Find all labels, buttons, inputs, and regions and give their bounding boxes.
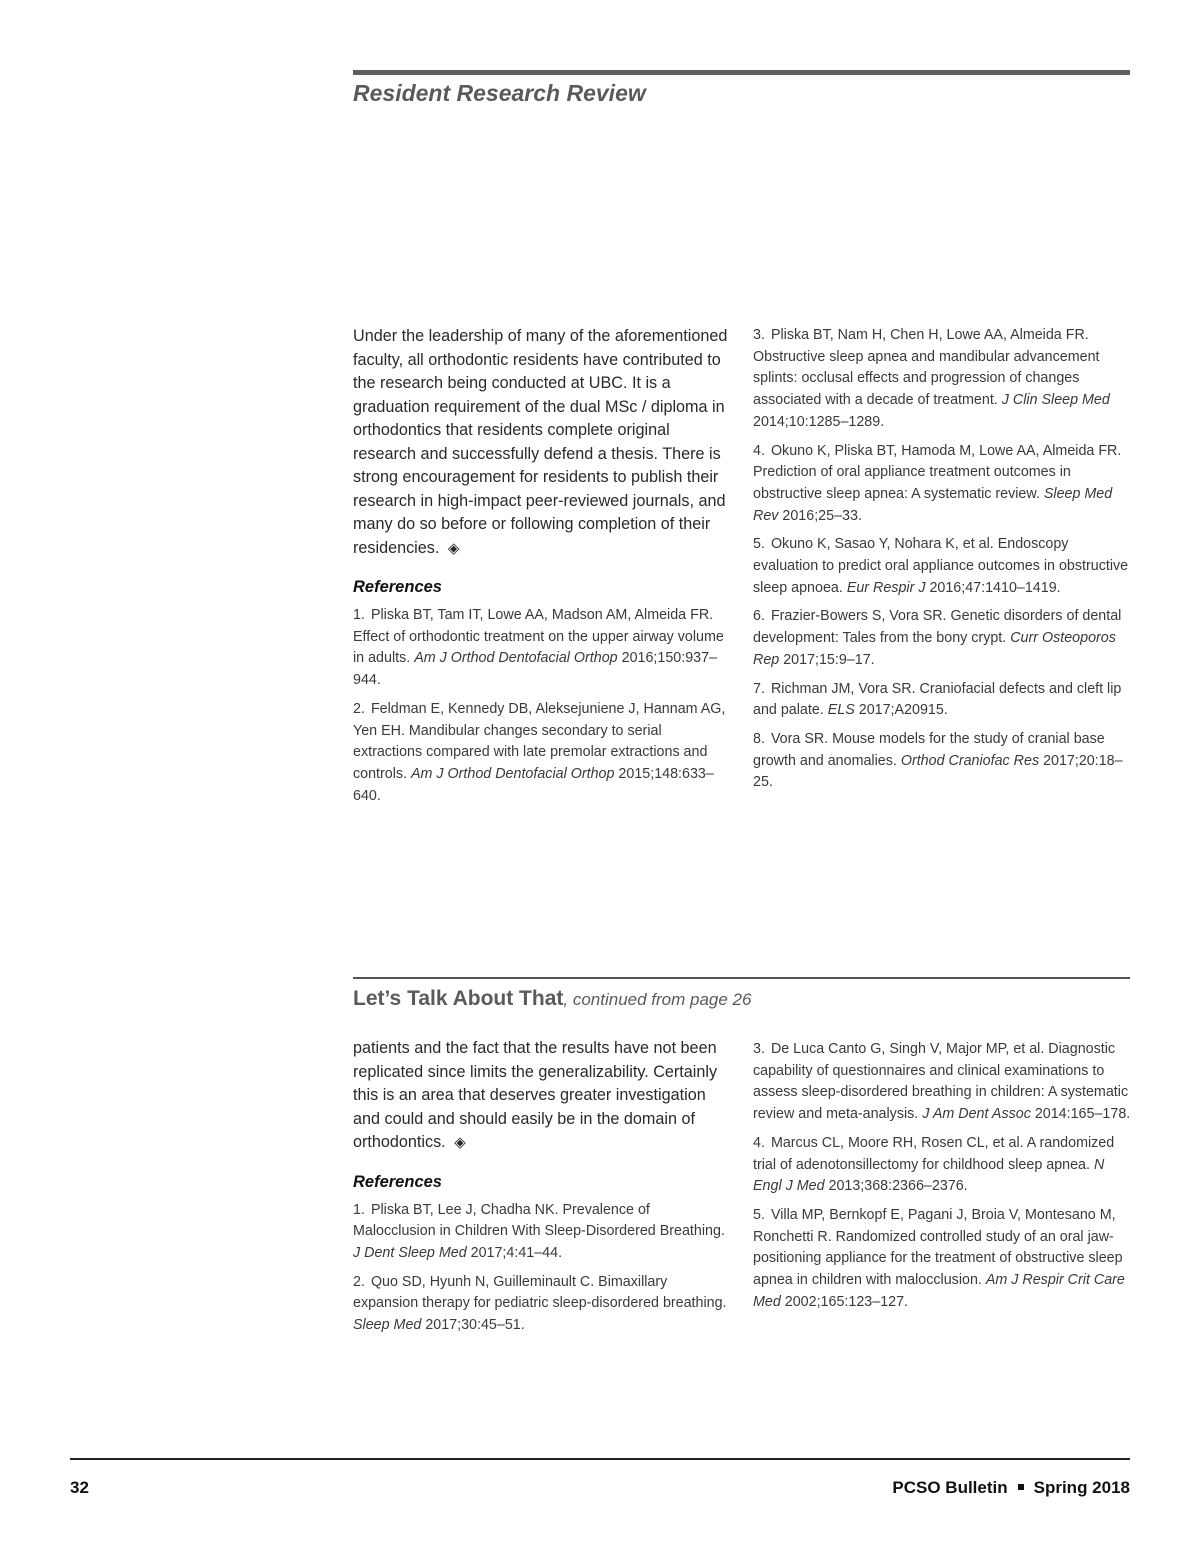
reference-journal: Sleep Med: [353, 1317, 422, 1334]
section1-right-column: [753, 325, 1131, 801]
reference-text: Quo SD, Hyunh N, Guilleminault C. Bimaxillary expansion therapy for pediatric sleep-disordered breathing.: [353, 1273, 727, 1312]
section2-left-column: [353, 1037, 731, 1344]
reference-number: 5.: [753, 1206, 765, 1223]
section2-body: [353, 1037, 731, 1155]
reference-item: [353, 1272, 731, 1337]
reference-number: 6.: [753, 608, 765, 625]
reference-text: Okuno K, Pliska BT, Hamoda M, Lowe AA, Almeida FR. Prediction of oral appliance treatment outcomes in obstructive sleep apnea: A systematic review.: [753, 442, 1122, 502]
reference-number: 3.: [753, 1041, 765, 1057]
footer-publication: [892, 1478, 1130, 1498]
references-heading: References: [353, 578, 442, 596]
reference-journal: N Engl J Med: [753, 1156, 1105, 1195]
reference-number: 2.: [353, 1273, 365, 1290]
reference-item: [753, 729, 1131, 794]
section2-right-column: [753, 1039, 1131, 1320]
reference-text: Feldman E, Kennedy DB, Aleksejuniene J, Hannam AG, Yen EH. Mandibular changes secondary to serial extractions compared with late premolar extractions and controls.: [353, 700, 726, 782]
reference-text: Vora SR. Mouse models for the study of cranial base growth and anomalies.: [753, 730, 1105, 769]
reference-citation: 2002;165:123–127.: [780, 1293, 909, 1310]
reference-number: 3.: [753, 327, 765, 343]
reference-text: Pliska BT, Nam H, Chen H, Lowe AA, Almeida FR. Obstructive sleep apnea and mandibular advancement splints: occlusal effects and progression of changes associated with a decade of treatment.: [753, 327, 1100, 409]
reference-item: [753, 679, 1131, 722]
section1-body: [353, 325, 731, 560]
reference-item: [753, 606, 1131, 671]
reference-citation: 2017;15:9–17.: [779, 651, 875, 668]
reference-text: Marcus CL, Moore RH, Rosen CL, et al. A randomized trial of adenotonsillectomy for childhood sleep apnea.: [753, 1134, 1115, 1173]
reference-journal: Orthod Craniofac Res: [900, 752, 1040, 769]
reference-citation: 2017;20:18–25.: [753, 752, 1123, 791]
reference-citation: 2017;30:45–51.: [421, 1317, 525, 1334]
reference-item: [753, 1039, 1131, 1126]
reference-number: 8.: [753, 730, 765, 747]
section1-body-text: Under the leadership of many of the aforementioned faculty, all orthodontic residents have contributed to the research being conducted at UBC. It is a graduation requirement of the dual MSc / diploma in orthodontics that residents complete original research and successfully defend a thesis. There is strong encouragement for residents to publish their research in high-impact peer-reviewed journals, and many do so before or following completion of their residencies.: [353, 327, 728, 557]
reference-number: 4.: [753, 1134, 765, 1151]
reference-item: [753, 1205, 1131, 1314]
section2-body-text: patients and the fact that the results have not been replicated since limits the generalizability. Certainly this is an area that deserves greater investigation and could and should easily be in the domain of orthodontics.: [353, 1039, 718, 1151]
section-title-resident-research: Resident Research Review: [353, 80, 646, 106]
reference-citation: 2016;25–33.: [778, 507, 862, 524]
reference-number: 4.: [753, 442, 765, 459]
reference-number: 1.: [353, 607, 365, 623]
reference-item: [353, 605, 731, 692]
reference-text: De Luca Canto G, Singh V, Major MP, et al. Diagnostic capability of questionnaires and clinical examinations to assess sleep-disordered breathing in children: A systematic review and meta-analysis.: [753, 1041, 1129, 1123]
reference-list: [753, 1039, 1131, 1313]
reference-journal: Curr Osteoporos Rep: [753, 630, 1116, 668]
reference-citation: 2016;150:937–944.: [353, 650, 718, 689]
reference-list: [753, 325, 1131, 794]
end-mark-icon: ◈: [447, 539, 460, 557]
reference-citation: 2016;47:1410–1419.: [925, 579, 1061, 596]
reference-journal: Sleep Med Rev: [753, 485, 1113, 524]
reference-text: Pliska BT, Tam IT, Lowe AA, Madson AM, Almeida FR. Effect of orthodontic treatment on the upper airway volume in adults.: [353, 607, 724, 667]
reference-journal: ELS: [827, 702, 855, 719]
section-divider-top: [353, 70, 1130, 75]
reference-journal: Am J Orthod Dentofacial Orthop: [414, 650, 618, 667]
reference-citation: 2017;A20915.: [854, 702, 948, 719]
reference-item: [753, 441, 1131, 528]
section-divider: [353, 977, 1130, 979]
section2-title-main: Let’s Talk About That: [353, 987, 564, 1010]
footer-divider: [70, 1458, 1130, 1460]
reference-text: Okuno K, Sasao Y, Nohara K, et al. Endoscopy evaluation to predict oral appliance outcomes in obstructive sleep apnoea.: [753, 536, 1129, 596]
reference-list: [353, 605, 731, 807]
section2-title-continued: , continued from page 26: [563, 990, 752, 1009]
reference-number: 1.: [353, 1201, 365, 1218]
reference-text: Pliska BT, Lee J, Chadha NK. Prevalence of Malocclusion in Children With Sleep-Disordered Breathing.: [353, 1201, 725, 1240]
reference-item: [353, 699, 731, 808]
end-mark-icon: ◈: [454, 1134, 466, 1151]
reference-item: [753, 325, 1131, 434]
reference-number: 2.: [353, 700, 365, 717]
reference-journal: Am J Respir Crit Care Med: [753, 1272, 1125, 1310]
reference-number: 7.: [753, 680, 765, 697]
issue-date: Spring 2018: [1033, 1478, 1130, 1497]
reference-item: [753, 1133, 1131, 1198]
reference-list: [353, 1200, 731, 1337]
reference-journal: J Am Dent Assoc: [922, 1106, 1031, 1123]
reference-citation: 2014;10:1285–1289.: [753, 413, 885, 430]
reference-citation: 2017;4:41–44.: [466, 1244, 563, 1261]
reference-citation: 2015;148:633–640.: [353, 765, 714, 804]
reference-text: Frazier-Bowers S, Vora SR. Genetic disorders of dental development: Tales from the bony crypt.: [753, 608, 1122, 647]
section1-left-column: [353, 325, 731, 814]
reference-journal: J Clin Sleep Med: [1001, 392, 1110, 409]
reference-citation: 2013;368:2366–2376.: [824, 1178, 968, 1195]
reference-text: Richman JM, Vora SR. Craniofacial defects and cleft lip and palate.: [753, 680, 1122, 719]
reference-item: [753, 534, 1131, 599]
references-heading: References: [353, 1172, 442, 1191]
page-number: 32: [70, 1478, 89, 1497]
reference-number: 5.: [753, 536, 765, 553]
reference-journal: J Dent Sleep Med: [353, 1244, 467, 1261]
publication-name: PCSO Bulletin: [892, 1478, 1008, 1497]
square-bullet-icon: [1018, 1484, 1024, 1490]
reference-item: [353, 1200, 731, 1265]
reference-text: Villa MP, Bernkopf E, Pagani J, Broia V, Montesano M, Ronchetti R. Randomized controlled study of an oral jaw-positioning appliance for the treatment of obstructive sleep apnea in children with malocclusion.: [753, 1206, 1123, 1289]
section-title-lets-talk: [353, 987, 751, 1011]
reference-citation: 2014:165–178.: [1030, 1106, 1131, 1123]
reference-journal: Am J Orthod Dentofacial Orthop: [411, 765, 615, 782]
reference-journal: Eur Respir J: [846, 579, 926, 596]
